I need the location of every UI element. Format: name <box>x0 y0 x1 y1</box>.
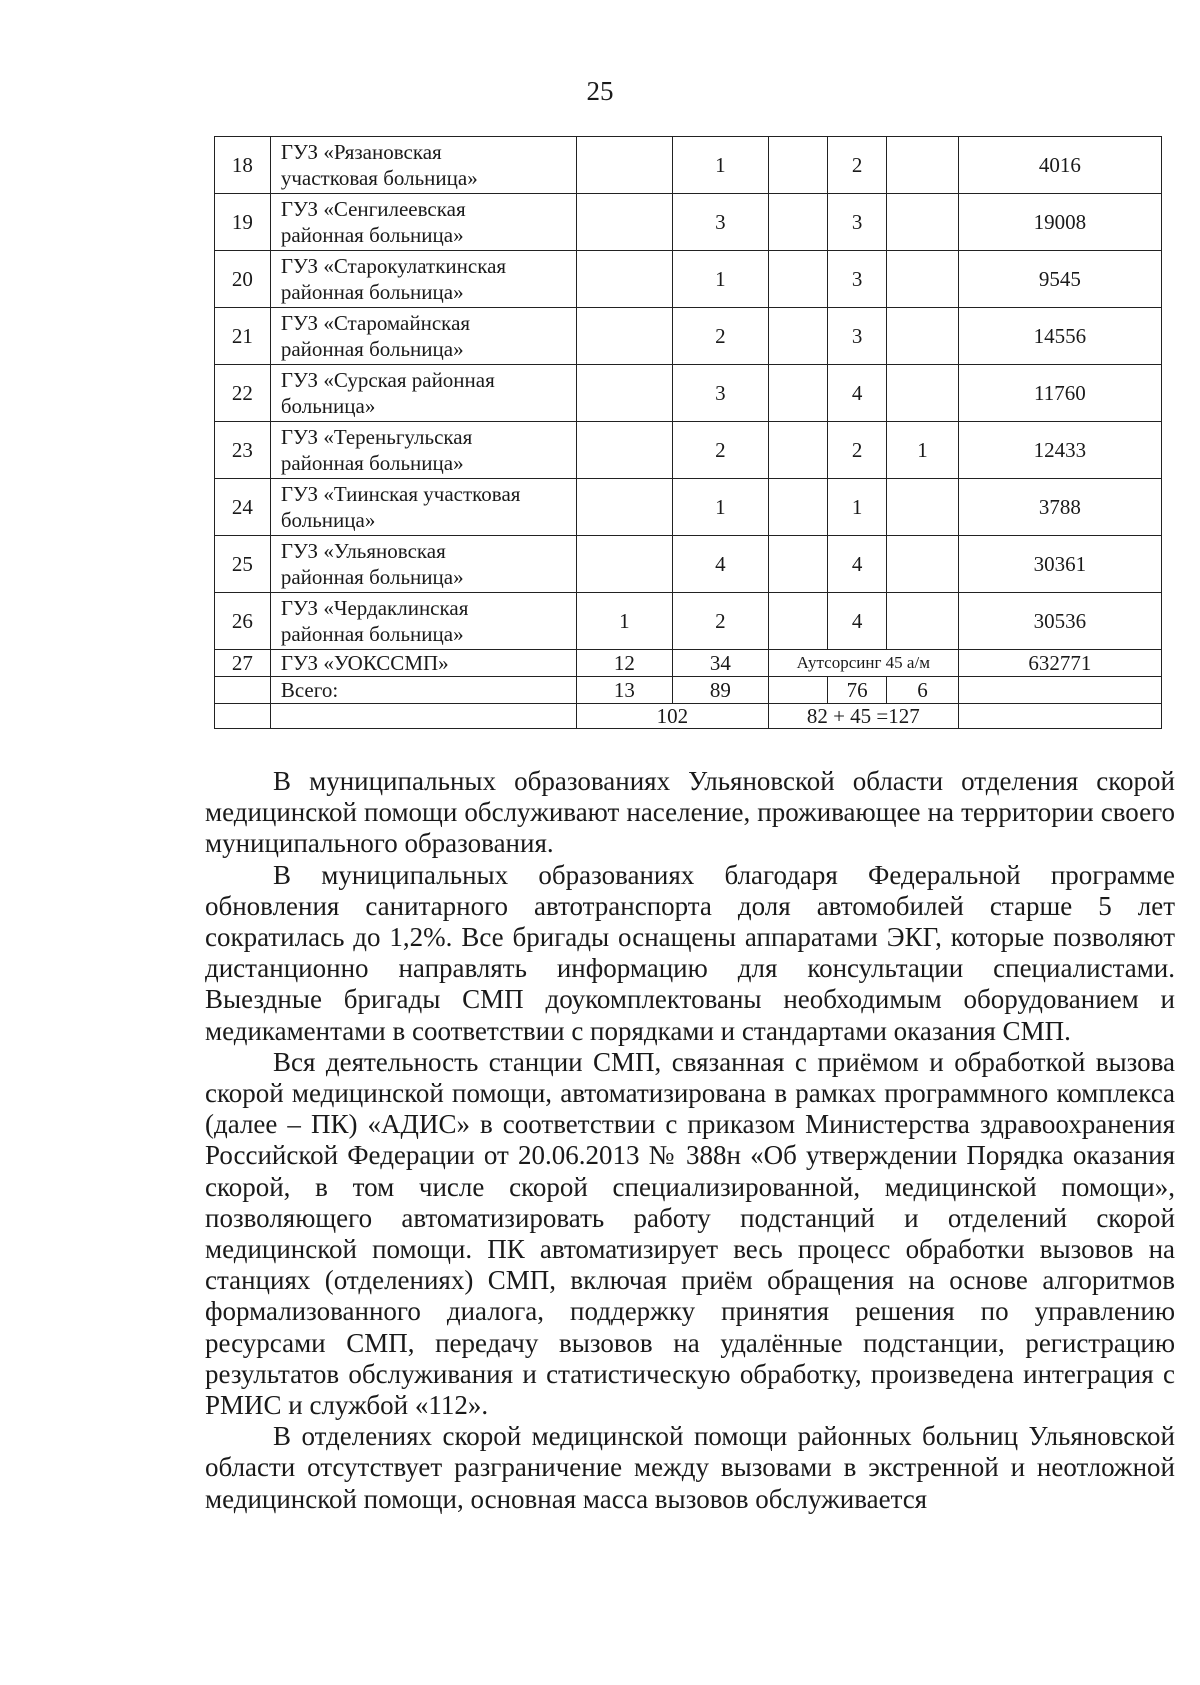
paragraph: В муниципальных образованиях благодаря Федеральной программе обновления санитарного автотранспорта доля автомобилей старше 5 лет сократилась до 1,2%. Все бригады оснащены аппаратами ЭКГ, которые позволяют дистанционно направлять информацию для консультации специалистами. Выездные бригады СМП доукомплектованы необходимым оборудованием и медикаментами в соответствии с порядками и стандартами оказания СМП. <box>205 859 1175 1046</box>
cell-value: 4016 <box>958 137 1161 194</box>
cell-value <box>576 422 672 479</box>
row-number: 20 <box>215 251 271 308</box>
cell-value <box>768 137 827 194</box>
cell-value <box>768 194 827 251</box>
cell-value: 14556 <box>958 308 1161 365</box>
empty-cell <box>215 704 271 729</box>
table-row <box>215 422 1162 479</box>
cell-value: 9545 <box>958 251 1161 308</box>
cell-value: 6 <box>887 677 958 704</box>
cell-value: 76 <box>828 677 887 704</box>
cell-value: 2 <box>672 593 768 650</box>
cell-value <box>887 365 958 422</box>
paragraph: Вся деятельность станции СМП, связанная с приёмом и обработкой вызова скорой медицинской помощи, автоматизирована в рамках программного комплекса (далее – ПК) «АДИС» в соответствии с приказом Министерства здравоохранения Российской Федерации от 20.06.2013 № 388н «Об утверждении Порядка оказания скорой, в том числе скорой специализированной, медицинской помощи», позволяющего автоматизировать работу подстанций и отделений скорой медицинской помощи. ПК автоматизирует весь процесс обработки вызовов на станциях (отделениях) СМП, включая приём обращения на основе алгоритмов формализованного диалога, поддержку принятия решения по управлению ресурсами СМП, передачу вызовов на удалённые подстанции, регистрацию результатов обслуживания и статистическую обработку, произведена интеграция с РМИС и службой «112». <box>205 1046 1175 1421</box>
table-row-total <box>215 677 1162 704</box>
table-row <box>215 536 1162 593</box>
cell-value: 1 <box>672 251 768 308</box>
cell-value <box>887 593 958 650</box>
cell-value: 34 <box>672 650 768 677</box>
cell-value: 12 <box>576 650 672 677</box>
cell-value: 2 <box>672 308 768 365</box>
cell-value: 3 <box>672 194 768 251</box>
cell-value: 3 <box>828 308 887 365</box>
paragraph: В отделениях скорой медицинской помощи районных больниц Ульяновской области отсутствует разграничение между вызовами в экстренной и неотложной медицинской помощи, основная масса вызовов обслуживается <box>205 1421 1175 1514</box>
cell-value: 13 <box>576 677 672 704</box>
empty-cell <box>958 704 1161 729</box>
institution-name: ГУЗ «Сенгилеевская районная больница» <box>270 194 576 251</box>
cell-value: 3 <box>828 194 887 251</box>
cell-value: 19008 <box>958 194 1161 251</box>
page-number: 25 <box>586 76 614 106</box>
institution-name: ГУЗ «Старомайнская районная больница» <box>270 308 576 365</box>
institution-name: ГУЗ «Тереньгульская районная больница» <box>270 422 576 479</box>
cell-value: 30361 <box>958 536 1161 593</box>
empty-cell <box>958 677 1161 704</box>
cell-value <box>768 593 827 650</box>
cell-value: 632771 <box>958 650 1161 677</box>
cell-value: 30536 <box>958 593 1161 650</box>
empty-cell <box>270 704 576 729</box>
summary-left: 102 <box>576 704 768 729</box>
cell-value: 1 <box>828 479 887 536</box>
row-number: 25 <box>215 536 271 593</box>
cell-value: 1 <box>672 137 768 194</box>
empty-cell <box>215 677 271 704</box>
row-number: 24 <box>215 479 271 536</box>
cell-value: 2 <box>672 422 768 479</box>
cell-value <box>887 137 958 194</box>
institution-name: ГУЗ «Чердаклинская районная больница» <box>270 593 576 650</box>
cell-value <box>887 251 958 308</box>
ambulance-brigades-table <box>214 136 1162 729</box>
institution-name: ГУЗ «УОКССМП» <box>270 650 576 677</box>
cell-value: 12433 <box>958 422 1161 479</box>
body-text <box>205 766 1175 1515</box>
institution-name: ГУЗ «Сурская районная больница» <box>270 365 576 422</box>
total-label: Всего: <box>270 677 576 704</box>
table-row <box>215 593 1162 650</box>
cell-value: 3 <box>828 251 887 308</box>
cell-value <box>887 308 958 365</box>
empty-cell <box>768 677 827 704</box>
summary-right: 82 + 45 =127 <box>768 704 958 729</box>
cell-value: 1 <box>672 479 768 536</box>
institution-name: ГУЗ «Старокулаткинская районная больница» <box>270 251 576 308</box>
cell-value <box>576 536 672 593</box>
cell-value: 1 <box>576 593 672 650</box>
cell-value <box>768 536 827 593</box>
cell-value: 2 <box>828 422 887 479</box>
cell-value <box>768 422 827 479</box>
cell-value: 1 <box>887 422 958 479</box>
cell-value <box>576 308 672 365</box>
institution-name: ГУЗ «Рязановская участковая больница» <box>270 137 576 194</box>
cell-value <box>768 308 827 365</box>
row-number: 26 <box>215 593 271 650</box>
cell-value: 11760 <box>958 365 1161 422</box>
table-row <box>215 365 1162 422</box>
paragraph: В муниципальных образованиях Ульяновской области отделения скорой медицинской помощи обслуживают население, проживающее на территории своего муниципального образования. <box>205 766 1175 859</box>
cell-value: 3 <box>672 365 768 422</box>
institution-name: ГУЗ «Тиинская участковая больница» <box>270 479 576 536</box>
cell-value <box>576 479 672 536</box>
cell-value <box>768 365 827 422</box>
table-body <box>215 137 1162 729</box>
row-number: 27 <box>215 650 271 677</box>
row-number: 21 <box>215 308 271 365</box>
cell-value <box>576 137 672 194</box>
cell-value: 89 <box>672 677 768 704</box>
outsourcing-note: Аутсорсинг 45 а/м <box>768 650 958 677</box>
table-row <box>215 251 1162 308</box>
cell-value <box>887 194 958 251</box>
table-row <box>215 479 1162 536</box>
table-row <box>215 308 1162 365</box>
cell-value <box>887 536 958 593</box>
table-row <box>215 194 1162 251</box>
row-number: 23 <box>215 422 271 479</box>
row-number: 22 <box>215 365 271 422</box>
cell-value <box>768 251 827 308</box>
institution-name: ГУЗ «Ульяновская районная больница» <box>270 536 576 593</box>
cell-value <box>576 194 672 251</box>
row-number: 19 <box>215 194 271 251</box>
cell-value <box>576 365 672 422</box>
table-row-summary <box>215 704 1162 729</box>
cell-value <box>768 479 827 536</box>
cell-value: 4 <box>672 536 768 593</box>
table-row-27 <box>215 650 1162 677</box>
table-row <box>215 137 1162 194</box>
cell-value: 4 <box>828 365 887 422</box>
cell-value <box>576 251 672 308</box>
cell-value: 3788 <box>958 479 1161 536</box>
cell-value: 2 <box>828 137 887 194</box>
cell-value <box>887 479 958 536</box>
cell-value: 4 <box>828 536 887 593</box>
row-number: 18 <box>215 137 271 194</box>
cell-value: 4 <box>828 593 887 650</box>
